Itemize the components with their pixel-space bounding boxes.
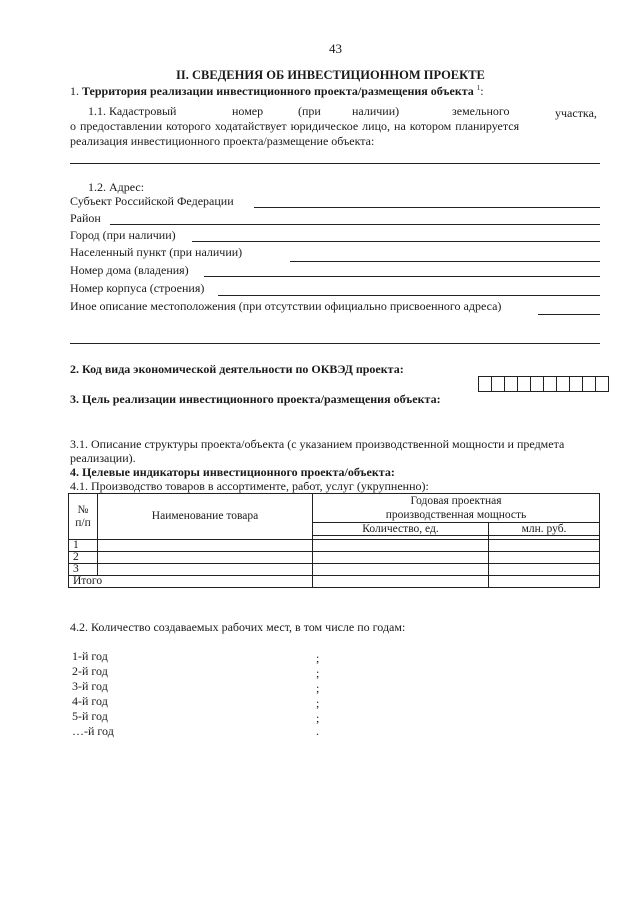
row-name-cell[interactable] bbox=[98, 552, 313, 564]
okved-box[interactable] bbox=[491, 376, 505, 392]
p11-word: участка, bbox=[555, 106, 597, 120]
cadastral-number-line[interactable] bbox=[70, 163, 600, 164]
col-rub-header: млн. руб. bbox=[489, 523, 600, 536]
year-semicolon: ; bbox=[316, 711, 320, 725]
address-label-subject: Субъект Российской Федерации bbox=[70, 194, 234, 208]
footnote-mark: 1 bbox=[476, 84, 481, 92]
okved-box[interactable] bbox=[543, 376, 557, 392]
section-1-number: 1. bbox=[70, 84, 79, 98]
okved-code-boxes[interactable] bbox=[479, 376, 609, 392]
year-label: …-й год bbox=[72, 724, 114, 738]
address-label-house: Номер дома (владения) bbox=[70, 263, 189, 277]
year-semicolon: ; bbox=[316, 666, 320, 680]
row-name-cell[interactable] bbox=[98, 540, 313, 552]
table-total-row bbox=[69, 576, 600, 588]
year-semicolon: ; bbox=[316, 681, 320, 695]
year-label: 4-й год bbox=[72, 694, 108, 708]
paragraph-4-2: 4.2. Количество создаваемых рабочих мест, в том числе по годам: bbox=[70, 620, 406, 634]
okved-box[interactable] bbox=[504, 376, 518, 392]
year-period: . bbox=[316, 724, 319, 738]
paragraph-3-1-line-1: 3.1. Описание структуры проекта/объекта (с указанием производственной мощности и предмета bbox=[70, 437, 565, 451]
year-label: 5-й год bbox=[72, 709, 108, 723]
col-qty-header: Количество, ед. bbox=[313, 523, 489, 536]
total-rub-cell[interactable] bbox=[489, 576, 600, 588]
table-row bbox=[69, 552, 600, 564]
paragraph-1-2-title: 1.2. Адрес: bbox=[88, 180, 145, 194]
row-qty-cell[interactable] bbox=[313, 552, 489, 564]
section-3-title: 3. Цель реализации инвестиционного проекта/размещения объекта: bbox=[70, 392, 441, 406]
address-other-line[interactable] bbox=[70, 343, 600, 344]
address-field-building[interactable] bbox=[218, 295, 600, 296]
table-row bbox=[69, 540, 600, 552]
col-num-header bbox=[69, 494, 98, 540]
paragraph-3-1-line-2: реализации). bbox=[70, 451, 136, 465]
address-field-settlement[interactable] bbox=[290, 261, 600, 262]
section-2-title: 2. Код вида экономической деятельности по ОКВЭД проекта: bbox=[70, 362, 404, 376]
section-title: II. СВЕДЕНИЯ ОБ ИНВЕСТИЦИОННОМ ПРОЕКТЕ bbox=[176, 68, 485, 82]
col-capacity-header bbox=[313, 494, 600, 523]
address-label-district: Район bbox=[70, 211, 101, 225]
address-field-city[interactable] bbox=[192, 241, 600, 242]
row-rub-cell[interactable] bbox=[489, 540, 600, 552]
section-1-heading bbox=[70, 84, 484, 98]
address-label-building: Номер корпуса (строения) bbox=[70, 281, 205, 295]
p11-word: номер bbox=[232, 104, 264, 118]
paragraph-1-1-line-3: реализация инвестиционного проекта/размещение объекта: bbox=[70, 134, 375, 148]
address-label-city: Город (при наличии) bbox=[70, 228, 176, 242]
paragraph-1-1-line-2: о предоставлении которого ходатайствует юридическое лицо, на котором планируется bbox=[70, 119, 520, 133]
row-number: 1 bbox=[69, 540, 98, 552]
row-qty-cell[interactable] bbox=[313, 564, 489, 576]
year-label: 1-й год bbox=[72, 649, 108, 663]
year-semicolon: ; bbox=[316, 696, 320, 710]
p11-word: (при bbox=[298, 104, 321, 118]
row-rub-cell[interactable] bbox=[489, 564, 600, 576]
section-4-title: 4. Целевые индикаторы инвестиционного проекта/объекта: bbox=[70, 465, 395, 479]
section-1-colon: : bbox=[480, 84, 484, 98]
okved-box[interactable] bbox=[556, 376, 570, 392]
address-label-other: Иное описание местоположения (при отсутствии официально присвоенного адреса) bbox=[70, 299, 502, 313]
total-label: Итого bbox=[69, 576, 313, 588]
address-field-other[interactable] bbox=[538, 314, 600, 315]
col-num-sign: № bbox=[77, 503, 89, 516]
page-number: 43 bbox=[329, 41, 342, 56]
production-table bbox=[68, 493, 600, 588]
col-capacity-line-1: Годовая проектная bbox=[410, 495, 502, 507]
row-qty-cell[interactable] bbox=[313, 540, 489, 552]
okved-box[interactable] bbox=[517, 376, 531, 392]
table-row bbox=[69, 564, 600, 576]
col-name-header: Наименование товара bbox=[98, 494, 313, 540]
address-label-settlement: Населенный пункт (при наличии) bbox=[70, 245, 243, 259]
col-num-abbr: п/п bbox=[75, 516, 91, 529]
okved-box[interactable] bbox=[530, 376, 544, 392]
okved-box[interactable] bbox=[478, 376, 492, 392]
total-qty-cell[interactable] bbox=[313, 576, 489, 588]
section-1-title: Территория реализации инвестиционного проекта/размещения объекта bbox=[82, 84, 474, 98]
row-name-cell[interactable] bbox=[98, 564, 313, 576]
okved-box[interactable] bbox=[582, 376, 596, 392]
p11-word: наличии) bbox=[352, 104, 400, 118]
address-field-house[interactable] bbox=[204, 276, 600, 277]
okved-box[interactable] bbox=[595, 376, 609, 392]
paragraph-4-1: 4.1. Производство товаров в ассортименте, работ, услуг (укрупненно): bbox=[70, 479, 429, 493]
year-semicolon: ; bbox=[316, 651, 320, 665]
p11-word: земельного bbox=[452, 104, 510, 118]
p11-word: 1.1. Кадастровый bbox=[88, 104, 177, 118]
okved-box[interactable] bbox=[569, 376, 583, 392]
col-capacity-line-2: производственная мощность bbox=[385, 509, 527, 521]
row-number: 3 bbox=[69, 564, 98, 576]
row-number: 2 bbox=[69, 552, 98, 564]
address-field-subject[interactable] bbox=[254, 207, 600, 208]
row-rub-cell[interactable] bbox=[489, 552, 600, 564]
year-label: 3-й год bbox=[72, 679, 108, 693]
address-field-district[interactable] bbox=[110, 224, 600, 225]
year-label: 2-й год bbox=[72, 664, 108, 678]
